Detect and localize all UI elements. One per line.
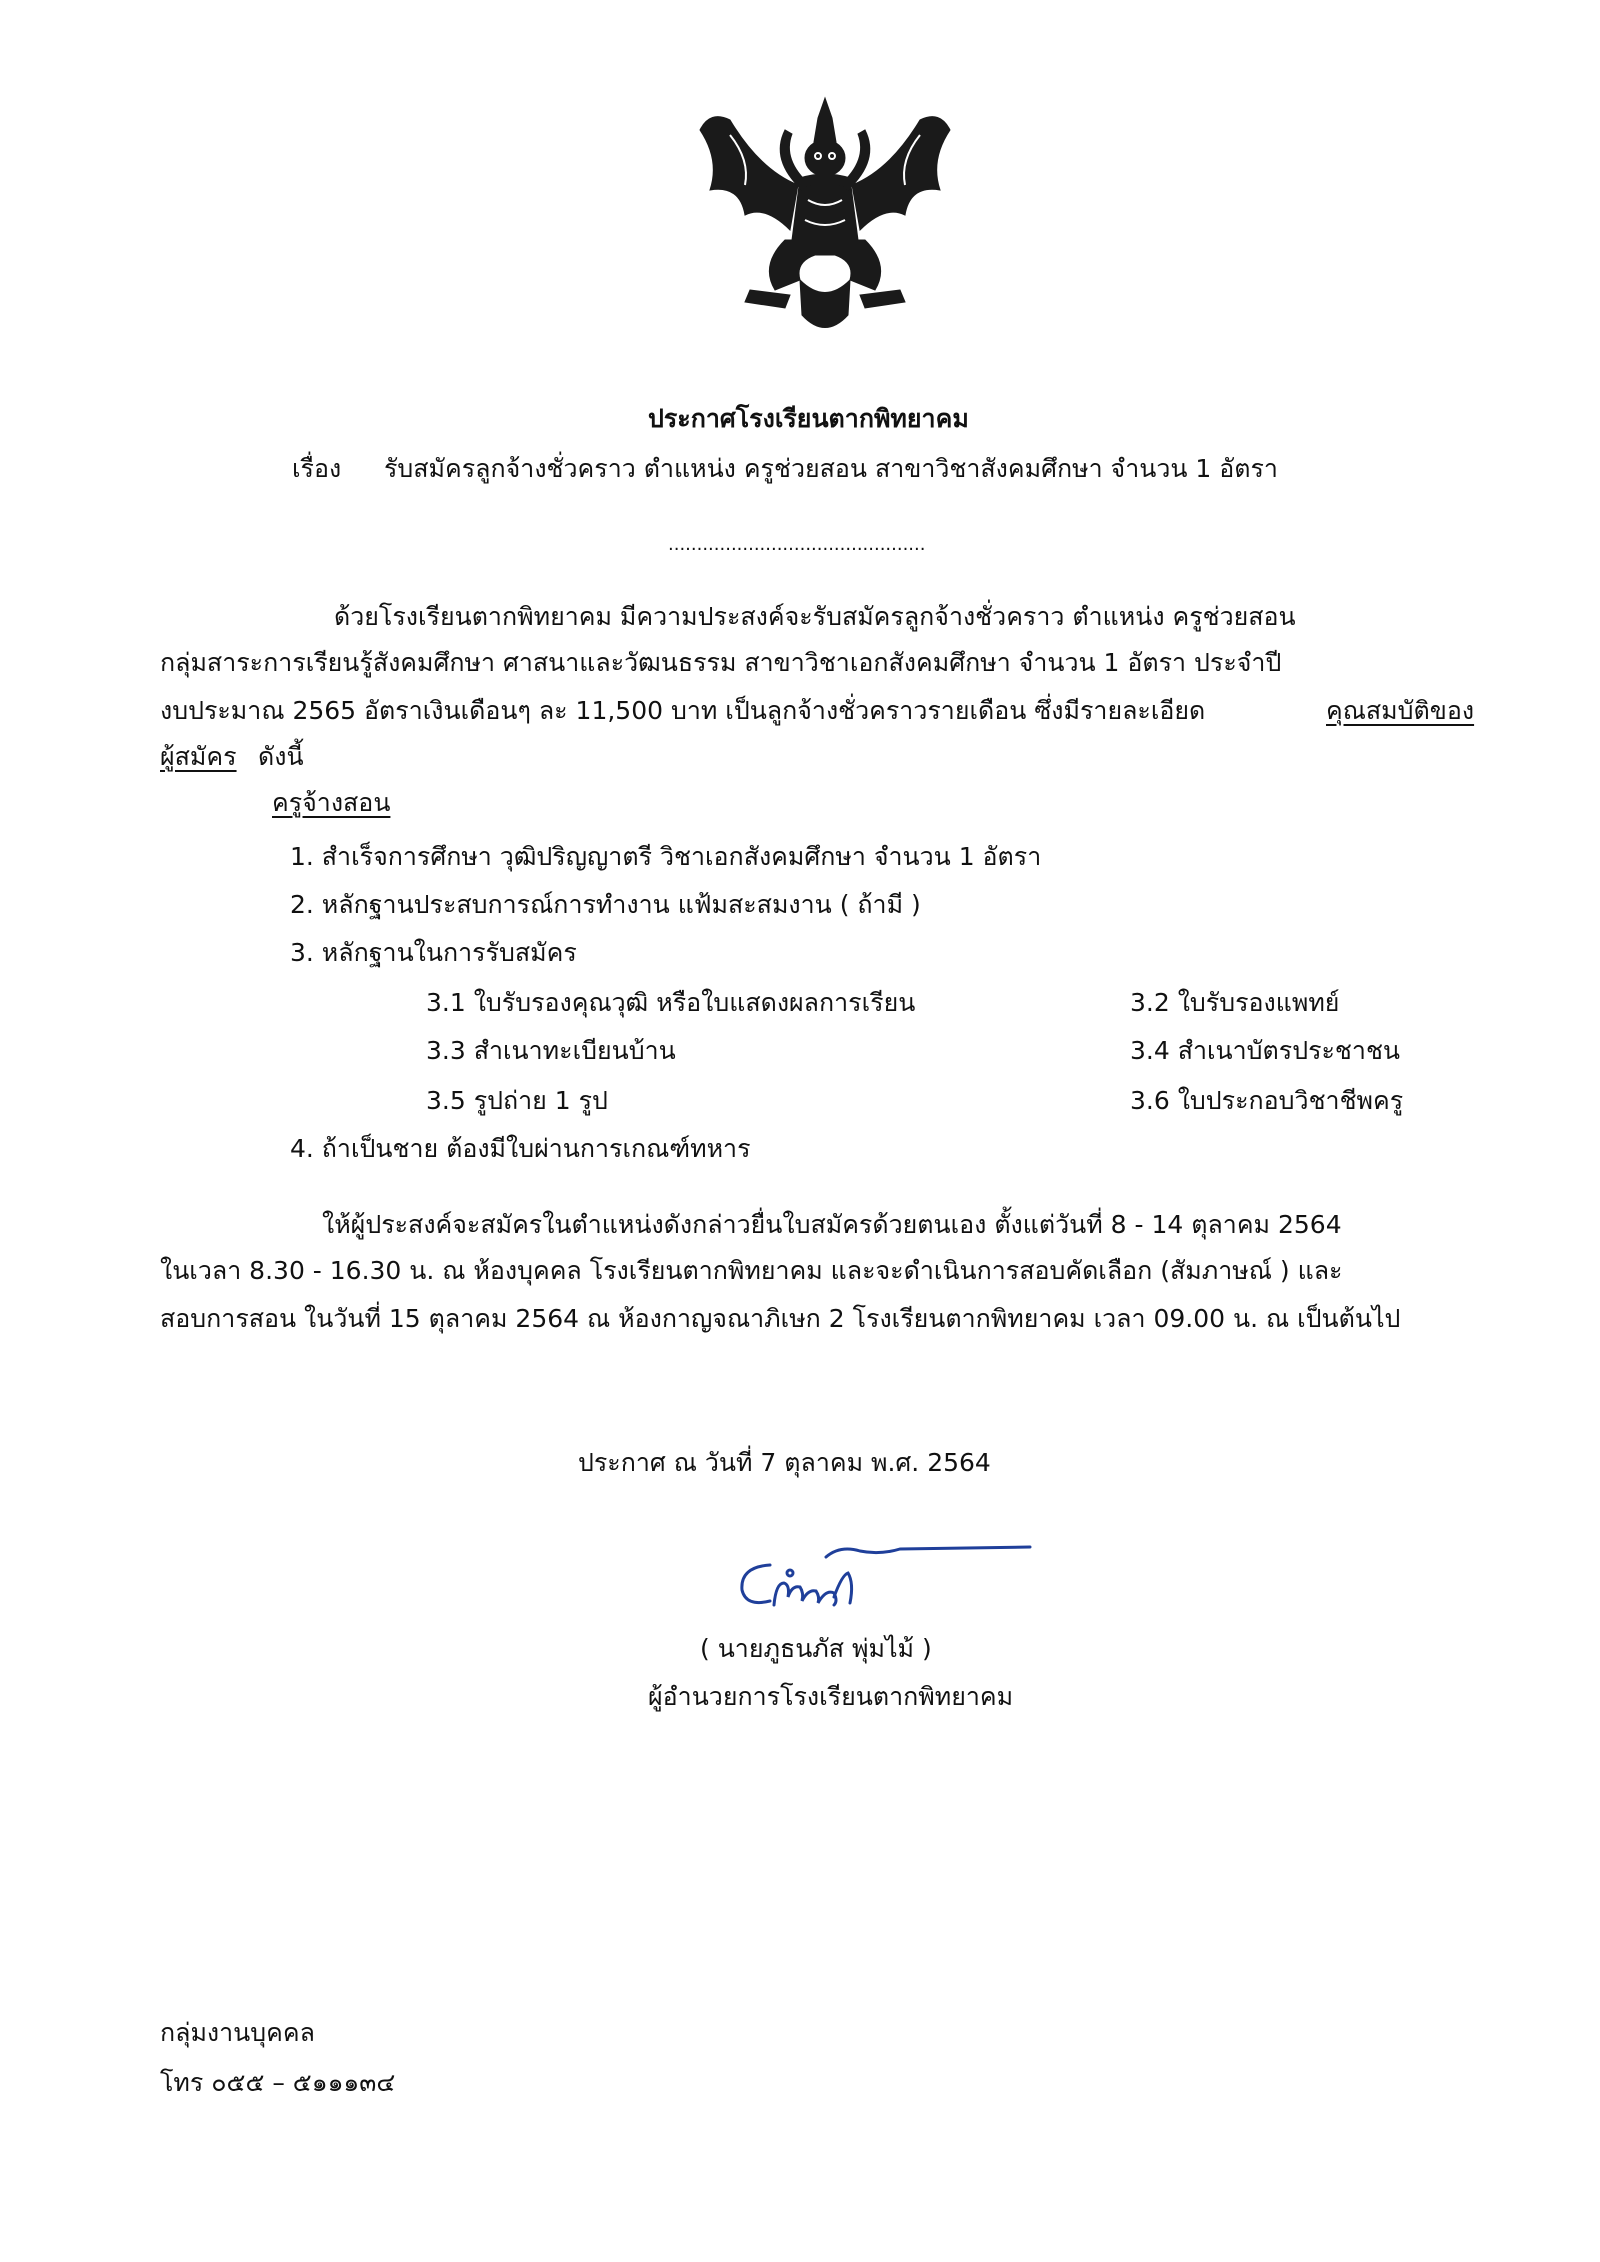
- crown-shape: [814, 98, 836, 142]
- document-item-3-3: 3.3 สำเนาทะเบียนบ้าน: [426, 1036, 676, 1065]
- qualification-item-4: 4. ถ้าเป็นชาย ต้องมีใบผ่านการเกณฑ์ทหาร: [290, 1134, 751, 1163]
- title-separator: .............................................: [668, 534, 926, 555]
- signatory-position: ผู้อำนวยการโรงเรียนตากพิทยาคม: [648, 1682, 1014, 1711]
- intro-line-1: ด้วยโรงเรียนตากพิทยาคม มีความประสงค์จะรับสมัครลูกจ้างชั่วคราว ตำแหน่ง ครูช่วยสอน: [334, 602, 1296, 631]
- document-item-3-6: 3.6 ใบประกอบวิชาชีพครู: [1130, 1086, 1404, 1115]
- application-line-3: สอบการสอน ในวันที่ 15 ตุลาคม 2564 ณ ห้องกาญจณาภิเษก 2 โรงเรียนตากพิทยาคม เวลา 09.00 น. ณ เป็นต้นไป: [160, 1304, 1401, 1333]
- document-item-3-2: 3.2 ใบรับรองแพทย์: [1130, 988, 1340, 1017]
- document-item-3-1: 3.1 ใบรับรองคุณวุฒิ หรือใบแสดงผลการเรียน: [426, 988, 916, 1017]
- tail-shape: [800, 280, 850, 328]
- application-line-2: ในเวลา 8.30 - 16.30 น. ณ ห้องบุคคล โรงเรียนตากพิทยาคม และจะดำเนินการสอบคัดเลือก (สัมภาษณ์ ) และ: [160, 1256, 1343, 1285]
- qualifications-heading: ครูจ้างสอน: [272, 788, 391, 817]
- department-phone: โทร ๐๕๕ – ๕๑๑๑๓๔: [160, 2068, 396, 2097]
- signatory-name: ( นายภูธนภัส พุ่มไม้ ): [700, 1634, 932, 1663]
- intro-line-2: กลุ่มสาระการเรียนรู้สังคมศึกษา ศาสนาและวัฒนธรรม สาขาวิชาเอกสังคมศึกษา จำนวน 1 อัตรา ประจำปี: [160, 648, 1282, 677]
- intro-line-3-underlined: คุณสมบัติของ: [1326, 696, 1475, 725]
- right-foot-shape: [860, 290, 905, 308]
- subject-label: เรื่อง: [292, 454, 342, 483]
- announcement-date: ประกาศ ณ วันที่ 7 ตุลาคม พ.ศ. 2564: [578, 1448, 991, 1477]
- qualification-item-2: 2. หลักฐานประสบการณ์การทำงาน แฟ้มสะสมงาน ( ถ้ามี ): [290, 890, 921, 919]
- department-label: กลุ่มงานบุคคล: [160, 2018, 315, 2047]
- document-item-3-5: 3.5 รูปถ่าย 1 รูป: [426, 1086, 608, 1115]
- document-title: ประกาศโรงเรียนตากพิทยาคม: [648, 404, 969, 433]
- left-foot-shape: [745, 290, 790, 308]
- head-shape: [805, 140, 845, 176]
- legs-shape: [769, 240, 880, 290]
- intro-line-3: งบประมาณ 2565 อัตราเงินเดือนๆ ละ 11,500 บาท เป็นลูกจ้างชั่วคราวรายเดือน ซึ่งมีรายละเอียด: [160, 696, 1206, 725]
- subject-text: รับสมัครลูกจ้างชั่วคราว ตำแหน่ง ครูช่วยสอน สาขาวิชาสังคมศึกษา จำนวน 1 อัตรา: [384, 454, 1278, 483]
- handwritten-signature: [730, 1535, 1050, 1615]
- intro-line-4-underlined: ผู้สมัคร: [160, 742, 237, 771]
- garuda-emblem: [690, 90, 960, 345]
- document-item-3-4: 3.4 สำเนาบัตรประชาชน: [1130, 1036, 1400, 1065]
- qualification-item-3: 3. หลักฐานในการรับสมัคร: [290, 938, 577, 967]
- qualification-item-1: 1. สำเร็จการศึกษา วุฒิปริญญาตรี วิชาเอกสังคมศึกษา จำนวน 1 อัตรา: [290, 842, 1042, 871]
- application-line-1: ให้ผู้ประสงค์จะสมัครในตำแหน่งดังกล่าวยื่นใบสมัครด้วยตนเอง ตั้งแต่วันที่ 8 - 14 ตุลาคม 2564: [322, 1210, 1342, 1239]
- intro-line-4-rest: ดังนี้: [258, 742, 304, 771]
